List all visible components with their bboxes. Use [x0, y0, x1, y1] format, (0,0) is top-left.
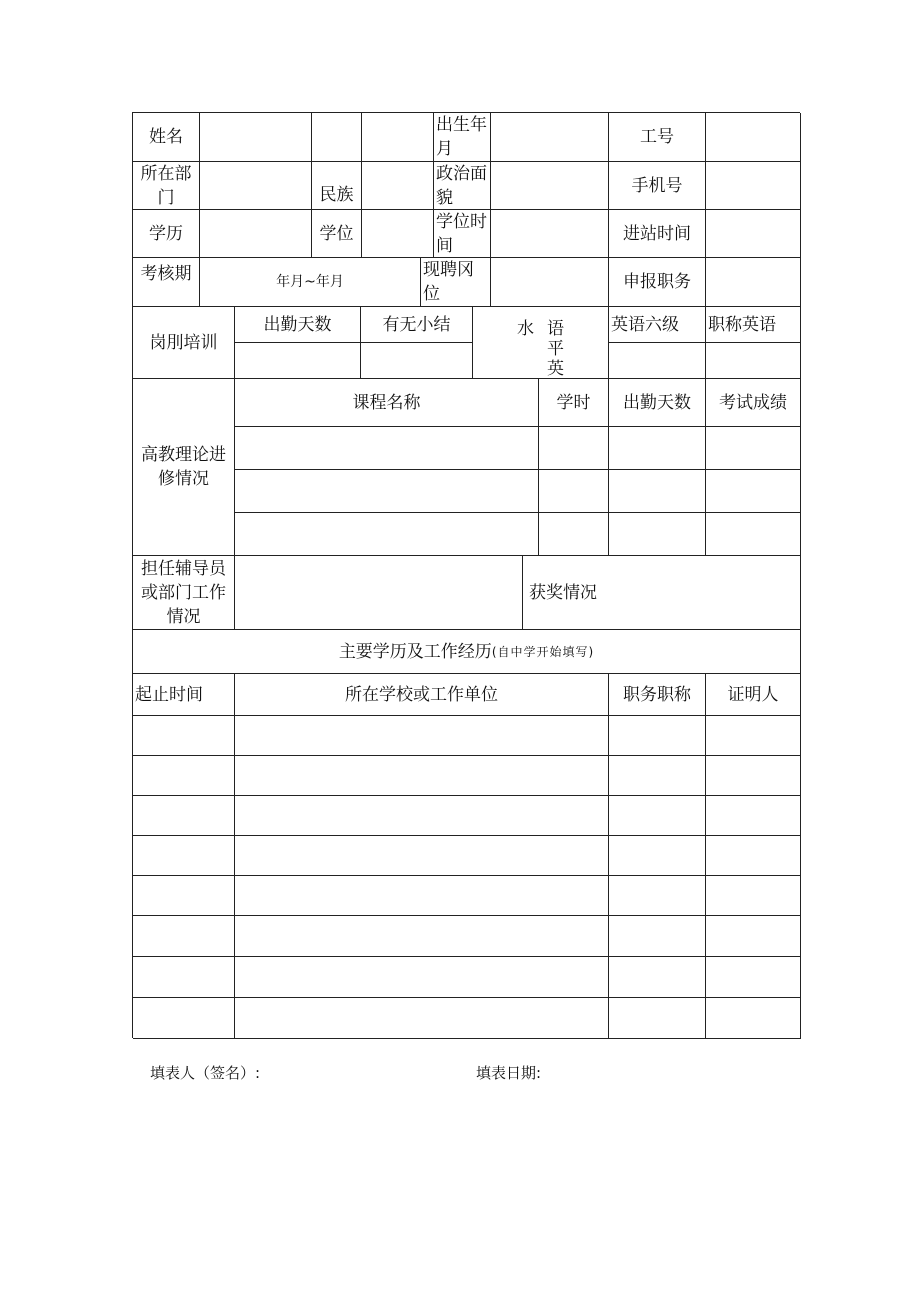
degree-field[interactable] [362, 210, 434, 258]
staff-no-label: 工号 [609, 113, 706, 162]
attendance-days-field[interactable] [235, 343, 361, 379]
history-witness-cell[interactable] [706, 916, 801, 957]
ethnicity-field[interactable] [362, 162, 434, 210]
history-period-cell[interactable] [133, 876, 235, 916]
education-field[interactable] [200, 210, 312, 258]
history-position-cell[interactable] [609, 756, 706, 796]
attendance-cell[interactable] [609, 427, 706, 470]
course-name-cell[interactable] [235, 427, 539, 470]
history-position-cell[interactable] [609, 796, 706, 836]
exam-score-cell[interactable] [706, 513, 801, 556]
assessment-field[interactable]: 年月~年月 [200, 258, 421, 307]
history-unit-cell[interactable] [235, 916, 609, 957]
attendance-header: 出勤天数 [609, 379, 706, 427]
department-field[interactable] [200, 162, 312, 210]
exam-score-cell[interactable] [706, 427, 801, 470]
filler-signature-label: 填表人（签名）: [150, 1064, 261, 1082]
summary-label: 有无小结 [361, 307, 473, 343]
registration-form-table [132, 112, 800, 1038]
history-period-cell[interactable] [133, 957, 235, 998]
history-position-cell[interactable] [609, 716, 706, 756]
title-english-field[interactable] [706, 343, 801, 379]
attendance-cell[interactable] [609, 513, 706, 556]
summary-field[interactable] [361, 343, 473, 379]
english-level-cell [473, 307, 609, 379]
blank-cell[interactable] [312, 113, 362, 162]
history-witness-cell[interactable] [706, 998, 801, 1039]
history-witness-cell[interactable] [706, 756, 801, 796]
witness-header: 证明人 [706, 674, 801, 716]
history-witness-cell[interactable] [706, 836, 801, 876]
history-title-note: (自中学开始填写) [491, 644, 595, 659]
current-post-field[interactable] [491, 258, 609, 307]
blank-cell[interactable] [362, 113, 434, 162]
history-position-cell[interactable] [609, 998, 706, 1039]
training-label: 岗刖培训 [133, 307, 235, 379]
history-unit-cell[interactable] [235, 796, 609, 836]
title-english-label: 职称英语 [706, 307, 801, 343]
history-unit-cell[interactable] [235, 836, 609, 876]
cet6-label: 英语六级 [609, 307, 706, 343]
hours-header: 学时 [539, 379, 609, 427]
history-period-cell[interactable] [133, 836, 235, 876]
apply-title-field[interactable] [706, 258, 801, 307]
history-position-cell[interactable] [609, 916, 706, 957]
degree-time-label: 学位时间 [434, 210, 491, 258]
current-post-label: 现聘冈位 [421, 258, 491, 307]
history-period-cell[interactable] [133, 756, 235, 796]
phone-field[interactable] [706, 162, 801, 210]
course-name-header: 课程名称 [235, 379, 539, 427]
counselor-label: 担任辅导员或部门工作情况 [133, 556, 235, 630]
history-title [133, 630, 801, 674]
history-witness-cell[interactable] [706, 796, 801, 836]
hours-cell[interactable] [539, 427, 609, 470]
birth-field[interactable] [491, 113, 609, 162]
exam-score-cell[interactable] [706, 470, 801, 513]
history-witness-cell[interactable] [706, 716, 801, 756]
theory-study-label: 高教理论进修情况 [133, 379, 235, 556]
phone-label: 手机号 [609, 162, 706, 210]
english-level-char: 语 [547, 319, 564, 339]
course-name-cell[interactable] [235, 470, 539, 513]
exam-score-header: 考试成绩 [706, 379, 801, 427]
political-label: 政治面貌 [434, 162, 491, 210]
ethnicity-label: 民族 [312, 162, 362, 210]
assessment-label: 考核期 [133, 258, 200, 307]
history-period-cell[interactable] [133, 998, 235, 1039]
name-label: 姓名 [133, 113, 200, 162]
position-title-header: 职务职称 [609, 674, 706, 716]
history-unit-cell[interactable] [235, 756, 609, 796]
history-period-cell[interactable] [133, 916, 235, 957]
station-time-field[interactable] [706, 210, 801, 258]
english-level-char: 平 [547, 339, 564, 359]
history-period-cell[interactable] [133, 716, 235, 756]
history-period-cell[interactable] [133, 796, 235, 836]
period-header: 起止时间 [133, 674, 235, 716]
hours-cell[interactable] [539, 470, 609, 513]
school-unit-header: 所在学校或工作单位 [235, 674, 609, 716]
hours-cell[interactable] [539, 513, 609, 556]
staff-no-field[interactable] [706, 113, 801, 162]
apply-title-label: 申报职务 [609, 258, 706, 307]
history-position-cell[interactable] [609, 876, 706, 916]
history-position-cell[interactable] [609, 957, 706, 998]
history-title-text: 主要学历及工作经历 [338, 641, 492, 662]
history-position-cell[interactable] [609, 836, 706, 876]
degree-label: 学位 [312, 210, 362, 258]
awards-label: 获奖情况 [523, 556, 801, 630]
attendance-days-label: 出勤天数 [235, 307, 361, 343]
counselor-field[interactable] [235, 556, 523, 630]
course-name-cell[interactable] [235, 513, 539, 556]
name-field[interactable] [200, 113, 312, 162]
attendance-cell[interactable] [609, 470, 706, 513]
history-unit-cell[interactable] [235, 716, 609, 756]
history-unit-cell[interactable] [235, 998, 609, 1039]
history-unit-cell[interactable] [235, 876, 609, 916]
education-label: 学历 [133, 210, 200, 258]
station-time-label: 进站时间 [609, 210, 706, 258]
birth-label: 出生年月 [434, 113, 491, 162]
english-level-char: 英 [547, 359, 564, 379]
fill-date-label: 填表日期: [476, 1064, 542, 1082]
history-unit-cell[interactable] [235, 957, 609, 998]
cet6-field[interactable] [609, 343, 706, 379]
political-field[interactable] [491, 162, 609, 210]
degree-time-field[interactable] [491, 210, 609, 258]
history-witness-cell[interactable] [706, 876, 801, 916]
department-label: 所在部门 [133, 162, 200, 210]
english-level-char: 水 [517, 319, 534, 339]
history-witness-cell[interactable] [706, 957, 801, 998]
